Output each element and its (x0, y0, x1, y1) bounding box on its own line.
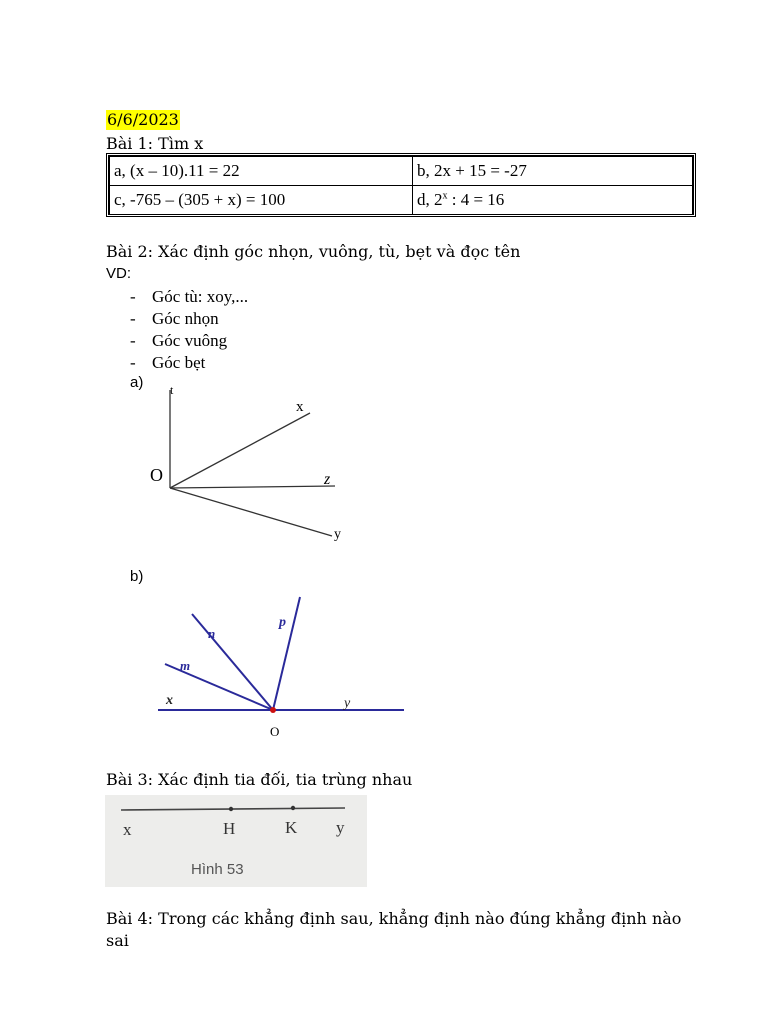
ray-on (192, 614, 273, 710)
cell-d-rest: : 4 = 16 (451, 190, 505, 209)
ray-op (273, 597, 300, 710)
vd-label: VD: (106, 265, 132, 282)
list-item: - Góc tù: xoy,... (130, 287, 249, 306)
cell-d-base: d, 2 (417, 190, 443, 209)
ray-ox (170, 413, 310, 488)
list-item: - Góc nhọn (130, 309, 219, 328)
point-m-label: m (180, 658, 191, 673)
point-h-label: H (223, 819, 236, 838)
cell-b: b, 2x + 15 = -27 (413, 157, 693, 186)
cell-a: a, (x – 10).11 = 22 (110, 157, 413, 186)
point-y-label: y (334, 527, 341, 542)
list-item: - Góc bẹt (130, 353, 206, 372)
point-y-label: y (344, 696, 351, 711)
ray-oy (170, 488, 332, 536)
figure-a-label: a) (130, 374, 144, 391)
figure-caption: Hình 53 (191, 861, 244, 878)
figure-53 (105, 795, 367, 887)
point-o-label: O (150, 465, 163, 485)
list-item: - Góc vuông (130, 331, 228, 350)
point-z-label: z (324, 471, 331, 488)
angle-figure-a (140, 380, 360, 550)
bai3-title: Bài 3: Xác định tia đối, tia trùng nhau (106, 770, 413, 789)
point-k (291, 806, 295, 810)
point-n-label: n (208, 626, 216, 641)
cell-d (413, 186, 693, 215)
cell-d-exponent: x (442, 190, 448, 202)
point-o (270, 707, 276, 713)
table-row (110, 186, 693, 215)
point-y-label: y (336, 818, 345, 837)
angle-figure-b (150, 592, 420, 752)
bai1-table (106, 153, 696, 217)
date-label: 6/6/2023 (107, 110, 179, 129)
point-x-label: x (296, 399, 304, 415)
cell-c: c, -765 – (305 + x) = 100 (110, 186, 413, 215)
bai1-title: Bài 1: Tìm x (106, 134, 204, 153)
bai2-title: Bài 2: Xác định góc nhọn, vuông, tù, bẹt và đọc tên (106, 242, 521, 261)
bullet-list (130, 286, 248, 374)
point-o-label: O (270, 724, 280, 739)
point-k-label: K (285, 818, 298, 837)
point-h (229, 807, 233, 811)
point-t-label: t (170, 383, 174, 397)
bai4-title: Bài 4: Trong các khẳng định sau, khẳng định nào đúng khẳng định nào sai (106, 909, 682, 950)
ray-oz (170, 486, 335, 488)
point-x-label: x (166, 693, 173, 708)
figure-b-label: b) (130, 568, 144, 585)
point-p-label: p (279, 615, 286, 630)
point-x-label: x (123, 820, 132, 839)
table-row (110, 157, 693, 186)
